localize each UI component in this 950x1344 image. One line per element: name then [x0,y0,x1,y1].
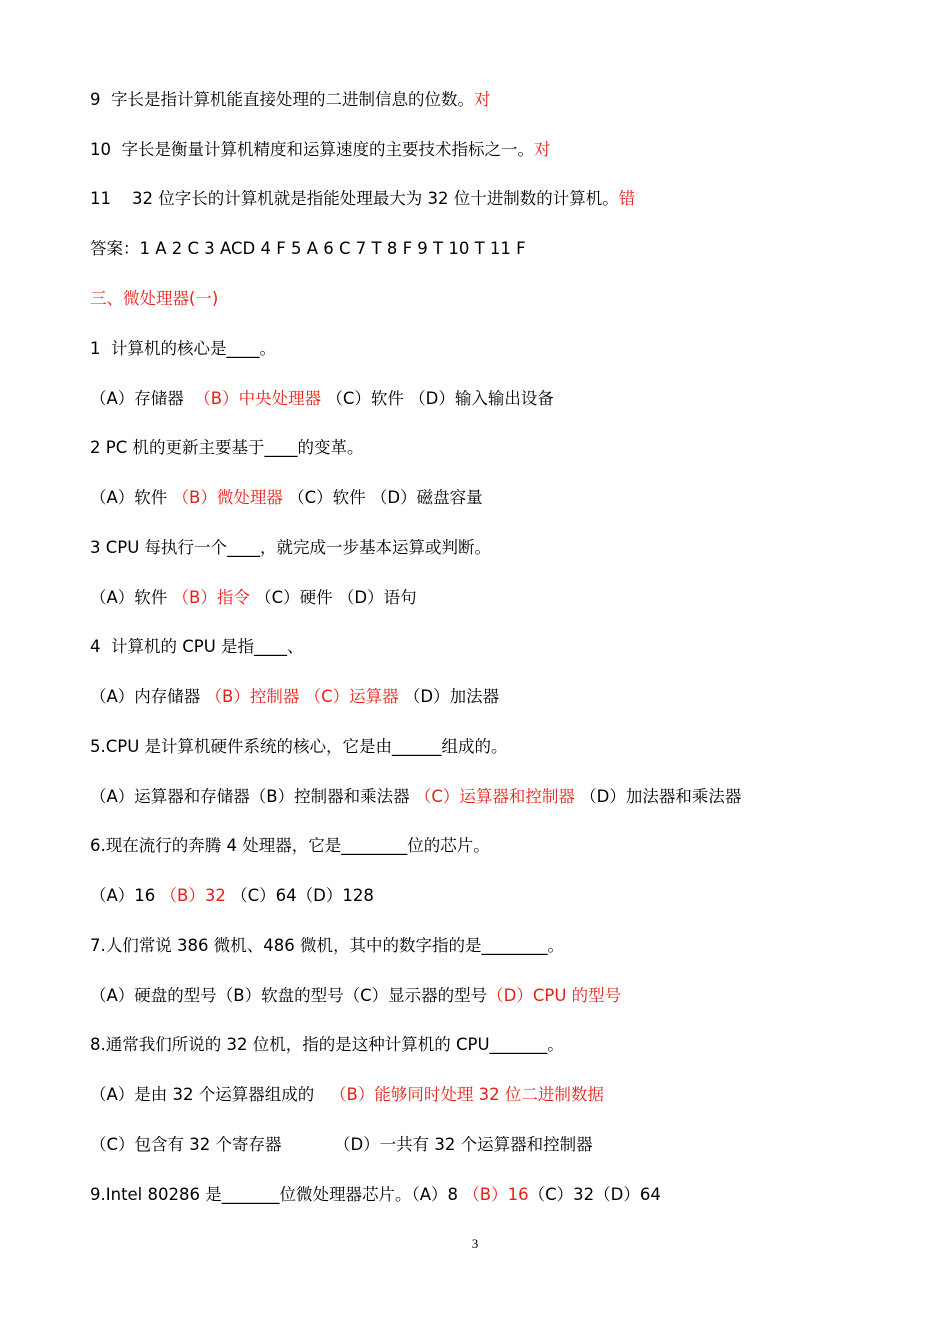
text-segment: （C）32（D）64 [528,1185,661,1204]
line-q3 [90,537,930,559]
text-segment: （A）硬盘的型号（B）软盘的型号（C）显示器的型号 [90,986,488,1005]
text-segment: 9 字长是指计算机能直接处理的二进制信息的位数。 [90,90,474,109]
page-number: 3 [471,1236,479,1251]
text-segment: 9.Intel 80286 是_______位微处理器芯片。（A）8 [90,1185,464,1204]
answer-text: （B）指令 [172,588,250,607]
text-segment: 4 计算机的 CPU 是指____、 [90,637,304,656]
line-answer-key [90,238,930,260]
answer-text: （B）16 [463,1185,529,1204]
answer-text: （C）运算器和控制器 [414,787,575,806]
answer-text: （B）中央处理器 [194,389,322,408]
text-segment: 5.CPU 是计算机硬件系统的核心，它是由______组成的。 [90,737,508,756]
line-q6 [90,835,930,857]
line-q5-options [90,786,930,808]
answer-text: 错 [618,189,636,208]
line-q4-options [90,686,930,708]
line-q4 [90,636,930,658]
text-segment: 6.现在流行的奔腾 4 处理器，它是________位的芯片。 [90,836,490,855]
answer-text: 对 [474,90,491,109]
text-segment: （C）软件 （D）输入输出设备 [321,389,554,408]
line-q8-options-a [90,1084,930,1106]
line-q8-options-b [90,1134,930,1156]
text-segment: （A）存储器 [90,389,195,408]
text-segment: （D）加法器和乘法器 [574,787,742,806]
line-q7 [90,935,930,957]
answer-text: （B）微处理器 [172,488,283,507]
text-segment: （A）软件 [90,488,173,507]
text-segment: 1 计算机的核心是____。 [90,339,276,358]
answer-text: 对 [534,140,551,159]
line-section-heading [90,288,930,310]
text-segment: 2 PC 机的更新主要基于____的变革。 [90,438,364,457]
text-segment: 11 32 位字长的计算机就是指能处理最大为 32 位十进制数的计算机。 [90,189,619,208]
text-segment: （C）软件 （D）磁盘容量 [282,488,483,507]
line-q2 [90,437,930,459]
line-q3-options [90,587,930,609]
answer-text: （B）32 [160,886,226,905]
text-segment: 3 CPU 每执行一个____，就完成一步基本运算或判断。 [90,538,492,557]
text-segment: （D）加法器 [398,687,500,706]
line-q9 [90,1184,930,1206]
line-tf-10 [90,139,930,161]
line-tf-11 [90,188,930,210]
line-q2-options [90,487,930,509]
text-segment: 10 字长是衡量计算机精度和运算速度的主要技术指标之一。 [90,140,534,159]
text-segment: （A）运算器和存储器（B）控制器和乘法器 [90,787,415,806]
text-segment: （A）是由 32 个运算器组成的 [90,1085,331,1104]
answer-text: （B）控制器 （C）运算器 [205,687,399,706]
line-tf-9 [90,89,930,111]
answer-text: （B）能够同时处理 32 位二进制数据 [330,1085,604,1104]
text-segment: 7.人们常说 386 微机、486 微机，其中的数字指的是________。 [90,936,564,955]
text-segment: （C）64（D）128 [225,886,374,905]
line-q1-options [90,388,930,410]
answer-text: （D）CPU 的型号 [487,986,622,1005]
line-q7-options [90,985,930,1007]
line-q8 [90,1034,930,1056]
text-segment: 答案：1 A 2 C 3 ACD 4 F 5 A 6 C 7 T 8 F 9 T 10 T 11 F [90,239,526,258]
text-segment: 8.通常我们所说的 32 位机，指的是这种计算机的 CPU_______。 [90,1035,564,1054]
answer-text: 三、微处理器(一) [90,289,219,308]
line-q5 [90,736,930,758]
text-segment: （A）内存储器 [90,687,206,706]
text-segment: （C）硬件 （D）语句 [249,588,417,607]
text-segment: （A）16 [90,886,161,905]
text-segment: （C）包含有 32 个寄存器 （D）一共有 32 个运算器和控制器 [90,1135,593,1154]
line-q1 [90,338,930,360]
line-q6-options [90,885,930,907]
text-segment: （A）软件 [90,588,173,607]
